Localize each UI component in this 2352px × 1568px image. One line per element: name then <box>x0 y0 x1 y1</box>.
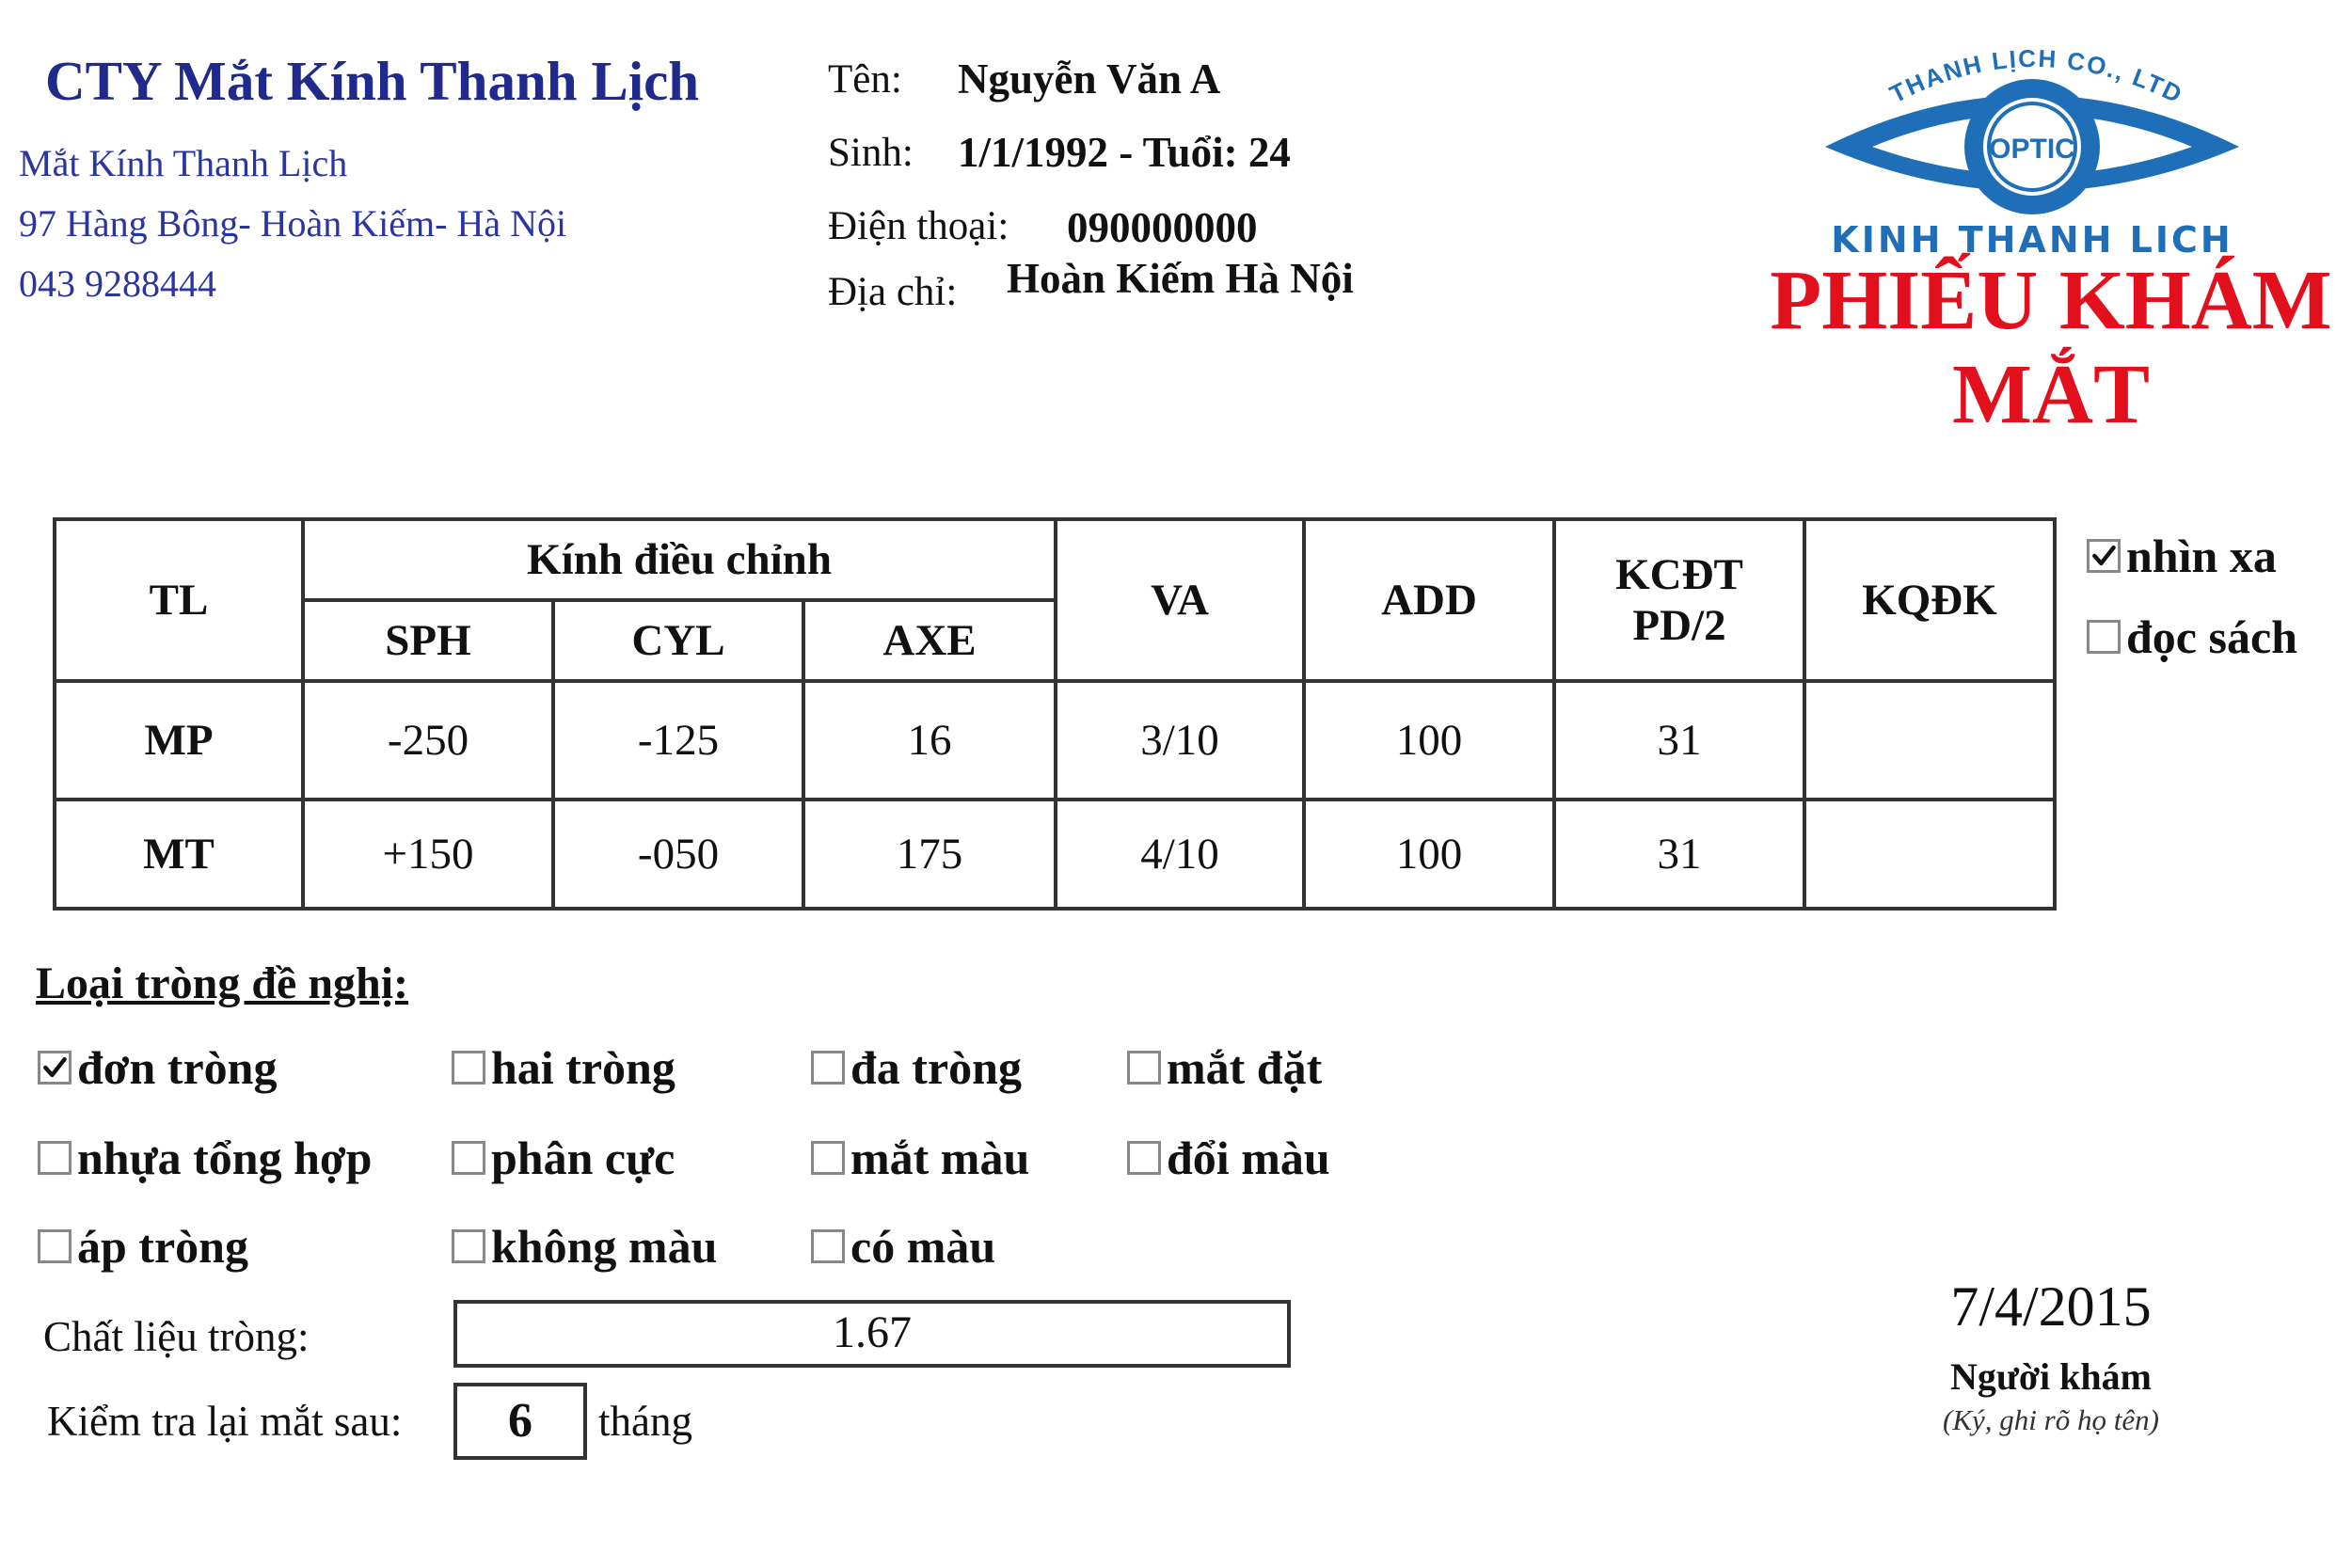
checkbox-box[interactable] <box>811 1141 845 1175</box>
header-axe: AXE <box>803 600 1056 681</box>
checkbox-label: mắt đặt <box>1167 1041 1323 1094</box>
checkbox-box[interactable] <box>1127 1141 1161 1175</box>
lens-option-checkbox[interactable] <box>452 1219 717 1274</box>
patient-phone: 090000000 <box>1067 204 1258 251</box>
eye-logo-icon <box>1816 34 2249 260</box>
logo-center-text: OPTIC <box>1989 134 2075 165</box>
result-value <box>1804 681 2055 800</box>
eye-label: MP <box>55 681 303 800</box>
va-value: 4/10 <box>1056 800 1304 909</box>
checkmark-icon <box>2090 540 2118 572</box>
header-tl: TL <box>55 519 303 681</box>
form-title-line2: MẮT <box>1952 348 2150 441</box>
va-value: 3/10 <box>1056 681 1304 800</box>
form-title-line1: PHIẾU KHÁM <box>1770 254 2332 347</box>
logo-brand-text: KINH THANH LICH <box>1831 219 2233 260</box>
lens-option-checkbox[interactable] <box>38 1131 372 1185</box>
material-label: Chất liệu tròng: <box>43 1313 310 1360</box>
checkbox-box[interactable] <box>2087 620 2121 654</box>
patient-name: Nguyễn Văn A <box>958 55 1221 103</box>
header-corrective-lens: Kính điều chỉnh <box>303 519 1056 600</box>
header-pd-line2: PD/2 <box>1632 601 1726 650</box>
material-field[interactable]: 1.67 <box>453 1300 1291 1368</box>
company-address: 97 Hàng Bông- Hoàn Kiếm- Hà Nội <box>19 202 567 245</box>
eye-label: MT <box>55 800 303 909</box>
company-sub-name: Mắt Kính Thanh Lịch <box>19 142 348 184</box>
lens-option-checkbox[interactable] <box>811 1219 995 1274</box>
axe-value: 16 <box>803 681 1056 800</box>
patient-phone-label: Điện thoại: <box>828 204 1009 248</box>
lens-option-checkbox[interactable] <box>811 1040 1022 1095</box>
patient-dob-label: Sinh: <box>828 131 914 175</box>
vision-reading-checkbox[interactable] <box>2087 610 2297 664</box>
checkbox-label: mắt màu <box>850 1132 1030 1184</box>
header-va: VA <box>1056 519 1304 681</box>
checkmark-icon <box>40 1052 69 1084</box>
patient-name-label: Tên: <box>828 57 902 102</box>
checkbox-label: áp tròng <box>77 1220 248 1273</box>
checkbox-box[interactable] <box>38 1051 72 1085</box>
lens-option-checkbox[interactable] <box>811 1131 1029 1185</box>
result-value <box>1804 800 2055 909</box>
company-name: CTY Mắt Kính Thanh Lịch <box>45 50 700 112</box>
signature-note: (Ký, ghi rõ họ tên) <box>1943 1403 2159 1436</box>
add-value: 100 <box>1304 681 1554 800</box>
checkbox-label: không màu <box>491 1220 718 1273</box>
pd-value: 31 <box>1554 681 1804 800</box>
cyl-value: -125 <box>553 681 803 800</box>
header-add: ADD <box>1304 519 1554 681</box>
checkbox-label: đọc sách <box>2126 610 2297 663</box>
header-sph: SPH <box>303 600 553 681</box>
checkbox-box[interactable] <box>452 1141 485 1175</box>
recheck-label: Kiểm tra lại mắt sau: <box>47 1398 403 1445</box>
checkbox-box[interactable] <box>38 1229 72 1263</box>
company-phone: 043 9288444 <box>19 262 216 305</box>
checkbox-box[interactable] <box>452 1051 485 1085</box>
checkbox-box[interactable] <box>452 1229 485 1263</box>
axe-value: 175 <box>803 800 1056 909</box>
checkbox-label: đa tròng <box>850 1041 1022 1094</box>
pd-value: 31 <box>1554 800 1804 909</box>
recheck-unit: tháng <box>598 1398 692 1445</box>
patient-address: Hoàn Kiếm Hà Nội <box>1007 255 1354 302</box>
checkbox-label: đổi màu <box>1167 1132 1330 1184</box>
header-pd <box>1554 519 1804 681</box>
table-row <box>55 681 2055 800</box>
checkbox-label: nhìn xa <box>2126 530 2277 582</box>
cyl-value: -050 <box>553 800 803 909</box>
logo-arc-text: THANH LỊCH CO., LTD <box>1884 43 2188 110</box>
checkbox-label: hai tròng <box>491 1041 675 1094</box>
form-title <box>1750 254 2352 442</box>
patient-address-label: Địa chỉ: <box>828 270 958 314</box>
sph-value: -250 <box>303 681 553 800</box>
company-logo <box>1816 34 2249 260</box>
patient-dob: 1/1/1992 - Tuổi: 24 <box>958 129 1291 176</box>
recheck-months-field[interactable]: 6 <box>453 1383 587 1460</box>
prescription-table <box>53 517 2057 911</box>
lens-type-heading: Loại tròng đề nghị: <box>36 958 409 1008</box>
checkbox-label: nhựa tổng hợp <box>77 1132 373 1184</box>
lens-option-checkbox[interactable] <box>38 1219 248 1274</box>
checkbox-box[interactable] <box>1127 1051 1161 1085</box>
checkbox-label: có màu <box>850 1220 996 1273</box>
header-cyl: CYL <box>553 600 803 681</box>
examiner-title: Người khám <box>1950 1355 2152 1398</box>
checkbox-box[interactable] <box>811 1051 845 1085</box>
checkbox-label: đơn tròng <box>77 1041 278 1094</box>
lens-option-checkbox[interactable] <box>452 1131 675 1185</box>
header-result: KQĐK <box>1804 519 2055 681</box>
add-value: 100 <box>1304 800 1554 909</box>
vision-far-checkbox[interactable] <box>2087 529 2277 583</box>
checkbox-box[interactable] <box>38 1141 72 1175</box>
checkbox-box[interactable] <box>811 1229 845 1263</box>
lens-option-checkbox[interactable] <box>452 1040 675 1095</box>
header-pd-line1: KCĐT <box>1615 550 1743 599</box>
lens-option-checkbox[interactable] <box>38 1040 277 1095</box>
lens-option-checkbox[interactable] <box>1127 1040 1322 1095</box>
table-row <box>55 800 2055 909</box>
checkbox-box[interactable] <box>2087 539 2121 573</box>
sph-value: +150 <box>303 800 553 909</box>
lens-option-checkbox[interactable] <box>1127 1131 1330 1185</box>
checkbox-label: phân cực <box>491 1132 675 1184</box>
exam-date: 7/4/2015 <box>1950 1275 2152 1338</box>
